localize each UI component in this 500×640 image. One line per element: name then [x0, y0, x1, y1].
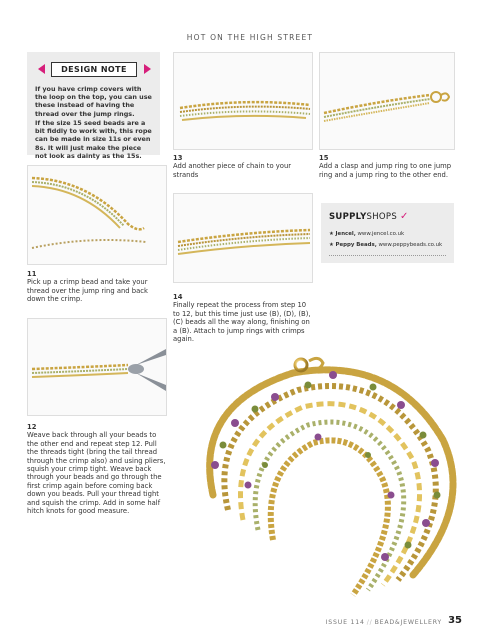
step-11: [27, 270, 167, 304]
photo-step-11: [27, 165, 167, 265]
divider: [329, 255, 446, 256]
finished-bracelet-photo: [173, 345, 473, 610]
design-note-title: DESIGN NOTE: [51, 62, 137, 77]
check-icon: ✓: [400, 211, 409, 222]
step-text: Pick up a crimp bead and take your thread over the jump ring and back down the crimp.: [27, 278, 148, 304]
arrow-right-icon: [144, 64, 151, 74]
step-12: [27, 423, 167, 515]
supply-shop-item: ★ Peppy Beads, www.peppybeads.co.uk: [329, 242, 443, 248]
step-14: [173, 293, 313, 343]
photo-step-15: [319, 52, 455, 150]
shop-link[interactable]: www.jencel.co.uk: [357, 231, 405, 237]
step-number: 11: [27, 270, 37, 278]
step-number: 12: [27, 423, 37, 431]
shop-link[interactable]: www.peppybeads.co.uk: [378, 242, 443, 248]
design-note-box: [27, 52, 160, 160]
design-note-paragraph: If you have crimp covers with the loop on the top, you can use these instead of having the thread over the jump rings.: [35, 85, 152, 118]
page-number: 35: [448, 615, 462, 626]
step-13: [173, 154, 313, 179]
step-number: 13: [173, 154, 183, 162]
step-text: Add a clasp and jump ring to one jump ring and a jump ring to the other end.: [319, 162, 452, 179]
running-header: HOT ON THE HIGH STREET: [186, 33, 314, 42]
step-number: 15: [319, 154, 329, 162]
arrow-left-icon: [38, 64, 45, 74]
photo-step-14: [173, 193, 313, 283]
supply-shop-item: ★ Jencel, www.jencel.co.uk: [329, 231, 405, 237]
step-text: Weave back through all your beads to the other end and repeat step 12. Pull the threads tight (bring the tail thread through the crimp also) and using pliers, squish your crimp tight. Weave back through your beads and go through the first crimp again before coming back down you beads. Pull your thread tight and squish the crimp. Add in some half hitch knots for good measure.: [27, 431, 166, 516]
step-15: [319, 154, 455, 179]
supply-shops-title: SUPPLYSHOPS ✓: [329, 211, 409, 222]
photo-step-13: [173, 52, 313, 150]
photo-step-12: [27, 318, 167, 416]
step-number: 14: [173, 293, 183, 301]
supply-shops-box: [321, 203, 454, 263]
footer-issue: ISSUE 114 // BEAD&JEWELLERY: [325, 619, 442, 626]
step-text: Add another piece of chain to your strands: [173, 162, 292, 179]
step-text: Finally repeat the process from step 10 to 12, but this time just use (B), (D), (B), (C) beads all the way along, finishing on a (B). Attach to jump rings with crimps again.: [173, 301, 311, 344]
design-note-paragraph: If the size 15 seed beads are a bit fiddly to work with, this rope can be made in size 11s or even 8s. It will just make the piece not look as dainty as the 15s.: [35, 119, 152, 160]
